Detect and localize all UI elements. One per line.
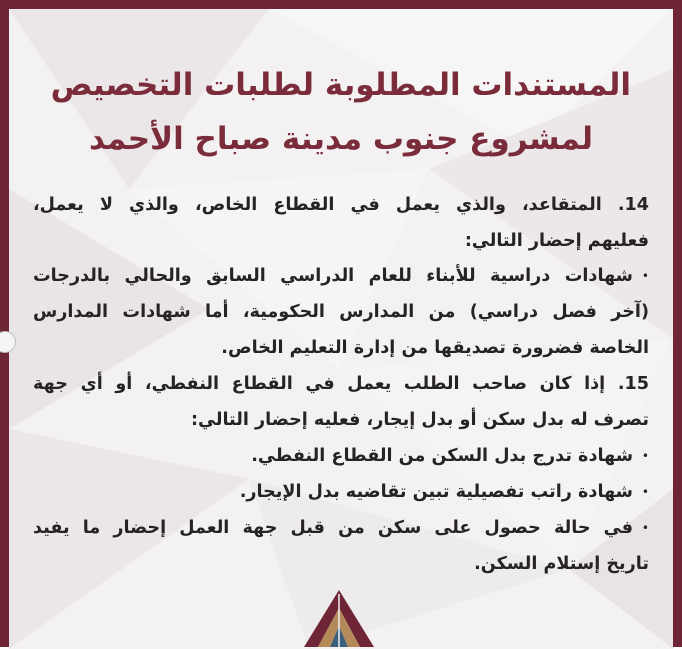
document-panel (9, 9, 673, 649)
bullet-icon: • (641, 485, 649, 499)
bullet-1-line-3: الخاصة فضرورة تصديقها من إدارة التعليم الخاص. (221, 338, 649, 358)
page-title-line-2: لمشروع جنوب مدينة صباح الأحمد (89, 121, 593, 157)
bullet-3-line-1: شهادة راتب تفصيلية تبين تقاضيه بدل الإيجار. (239, 482, 633, 502)
bullet-icon: • (641, 269, 649, 283)
item-15-line-1: 15. إذا كان صاحب الطلب يعمل في القطاع النفطي، أو أي جهة (33, 374, 649, 394)
bullet-1-line-2: (آخر فصل دراسي) من المدارس الحكومية، أما شهادات المدارس (33, 302, 649, 322)
bullet-4-line-1: في حالة حصول على سكن من قبل جهة العمل إحضار ما يفيد (33, 518, 633, 538)
item-15-line-2: تصرف له بدل سكن أو بدل إيجار، فعليه إحضار التالي: (191, 410, 649, 430)
pyramid-logo-icon (304, 590, 374, 647)
bullet-2-line-1: شهادة تدرج بدل السكن من القطاع النفطي. (251, 446, 633, 466)
page-title-line-1: المستندات المطلوبة لطلبات التخصيص (50, 67, 631, 103)
item-14-line-1: 14. المتقاعد، والذي يعمل في القطاع الخاص، والذي لا يعمل، (33, 195, 649, 215)
bullet-4-line-2: تاريخ إستلام السكن. (474, 554, 649, 574)
bullet-icon: • (641, 521, 649, 535)
item-14-line-2: فعليهم إحضار التالي: (464, 231, 649, 251)
bullet-icon: • (641, 449, 649, 463)
bullet-1-line-1: شهادات دراسية للأبناء للعام الدراسي السابق والحالي بالدرجات (33, 266, 633, 286)
